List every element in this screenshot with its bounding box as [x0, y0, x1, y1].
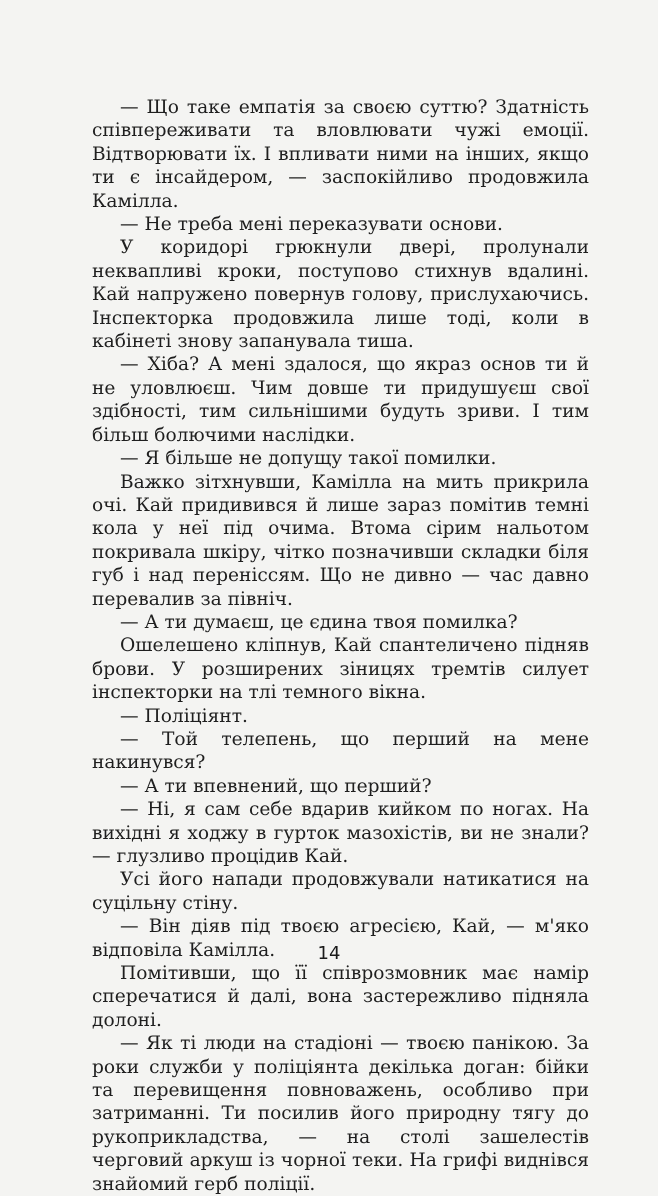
page-body — [92, 96, 589, 1196]
paragraph: — Поліціянт. — [120, 705, 248, 727]
paragraph: — Я більше не допущу такої помилки. — [120, 448, 497, 470]
paragraph: Важко зітхнувши, Камілла на мить прикрила очі. Кай придивився й лише зараз помітив темні кола у неї під очима. Втома сірим нальотом покривала шкіру, чітко позначивши складки біля губ і над переніссям. Що не дивно — час давно перевалив за північ. — [92, 471, 589, 610]
paragraph: Ошелешено кліпнув, Кай спантеличено підняв брови. У розширених зіницях тремтів силует інспекторки на тлі темного вікна. — [92, 635, 589, 704]
paragraph: — Той телепень, що перший на мене накинувся? — [92, 728, 589, 774]
paragraph: — Хіба? А мені здалося, що якраз основ ти й не уловлюєш. Чим довше ти придушуєш свої здібності, тим сильнішими будуть зриви. І тим більш болючими наслідки. — [92, 354, 589, 446]
paragraph: — Що таке емпатія за своєю суттю? Здатність співпереживати та вловлювати чужі емоції. Відтворювати їх. І впливати ними на інших, якщо ти є інсайдером, — заспокійливо продовжила Камілла. — [92, 97, 589, 212]
paragraph: У коридорі грюкнули двері, пролунали неквапливі кроки, поступово стихнув вдалині. Кай напружено повернув голову, прислухаючись. Інспекторка продовжила лише тоді, коли в кабінеті знову запанувала тиша. — [92, 237, 589, 353]
paragraph: — Він діяв під твоєю агресією, Кай, — м'яко відповіла Камілла. — [92, 916, 589, 961]
page-number: 14 — [317, 943, 341, 964]
paragraph: — Ні, я сам себе вдарив кийком по ногах. На вихідні я ходжу в гурток мазохістів, ви не знали? — глузливо процідив Кай. — [92, 799, 589, 867]
paragraph: — Не треба мені переказувати основи. — [120, 214, 503, 236]
paragraph: Усі його напади продовжували натикатися на суцільну стіну. — [92, 869, 589, 914]
paragraph: — Як ті люди на стадіоні — твоєю панікою. За роки служби у поліціянта декілька доган: бійки та перевищення повноважень, особливо при затриманні. Ти посилив його природну тягу до рукоприкладства, — на столі зашелестів черговий аркуш із чорної теки. На грифі виднівся знайомий герб поліції. — [92, 1033, 589, 1195]
paragraph: — А ти думаєш, це єдина твоя помилка? — [120, 611, 518, 633]
paragraph: — А ти впевнений, що перший? — [120, 775, 432, 797]
paragraph: Помітивши, що її співрозмовник має намір сперечатися й далі, вона застережливо підняла долоні. — [92, 963, 589, 1031]
